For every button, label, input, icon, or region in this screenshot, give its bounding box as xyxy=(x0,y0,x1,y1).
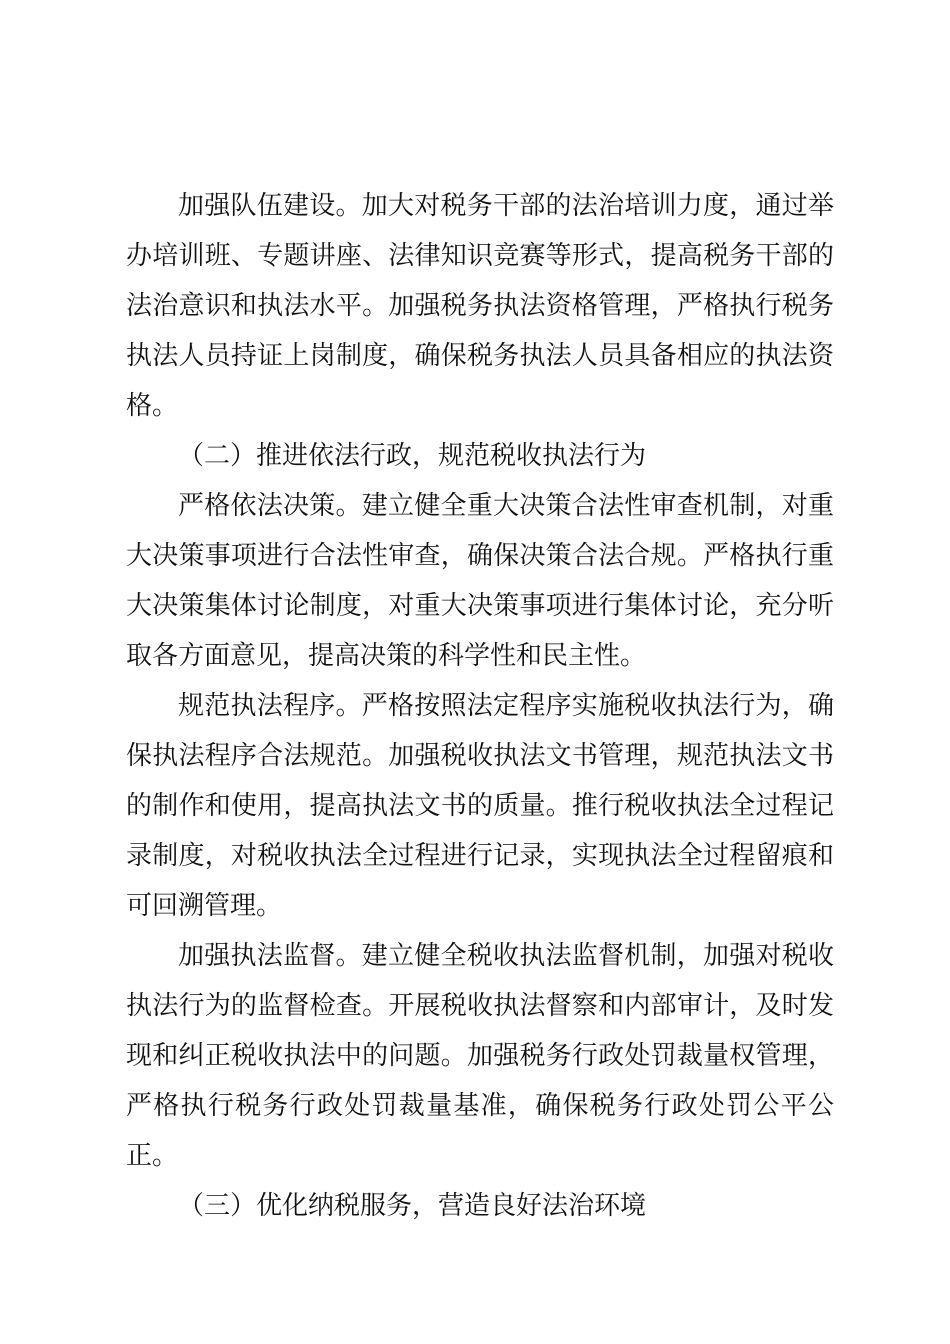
paragraph-enforcement-procedure: 规范执法程序。严格按照法定程序实施税收执法行为，确保执法程序合法规范。加强税收执法文书管理，规范执法文书的制作和使用，提高执法文书的质量。推行税收执法全过程记录制度，对税收执法全过程进行记录，实现执法全过程留痕和可回溯管理。 xyxy=(126,691,834,921)
section-heading-3: （三）优化纳税服务，营造良好法治环境 xyxy=(178,1191,647,1221)
document-body xyxy=(126,181,834,1231)
section-heading-2: （二）推进依法行政，规范税收执法行为 xyxy=(178,441,647,471)
paragraph-team-building: 加强队伍建设。加大对税务干部的法治培训力度，通过举办培训班、专题讲座、法律知识竞赛等形式，提高税务干部的法治意识和执法水平。加强税务执法资格管理，严格执行税务执法人员持证上岗制度，确保税务执法人员具备相应的执法资格。 xyxy=(126,191,834,421)
paragraph-enforcement-supervision: 加强执法监督。建立健全税收执法监督机制，加强对税收执法行为的监督检查。开展税收执法督察和内部审计，及时发现和纠正税收执法中的问题。加强税务行政处罚裁量权管理，严格执行税务行政处罚裁量基准，确保税务行政处罚公平公正。 xyxy=(126,941,834,1171)
paragraph-lawful-decision: 严格依法决策。建立健全重大决策合法性审查机制，对重大决策事项进行合法性审查，确保决策合法合规。严格执行重大决策集体讨论制度，对重大决策事项进行集体讨论，充分听取各方面意见，提高决策的科学性和民主性。 xyxy=(126,491,834,671)
